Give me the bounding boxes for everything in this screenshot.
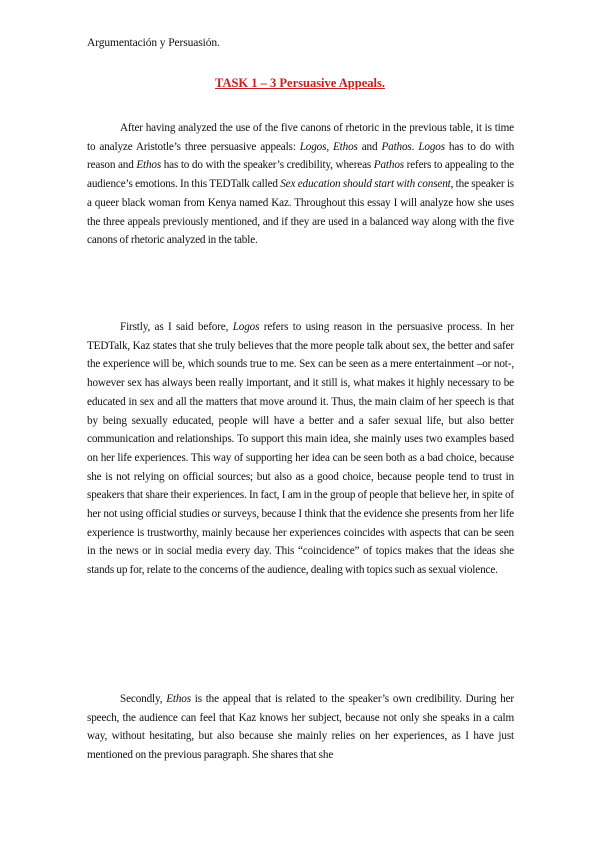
paragraph-ethos bbox=[87, 690, 514, 765]
paragraph-logos bbox=[87, 318, 514, 580]
text-run: , the speaker is a queer black woman from Kenya named Kaz. Throughout this essay I will analyze how she uses the three appeals previously mentioned, and if they are used in a balanced way along with the five canons of rhetoric analyzed in the table. bbox=[87, 178, 514, 247]
text-run: has to do with the speaker’s credibility, whereas bbox=[161, 159, 374, 172]
running-header: Argumentación y Persuasión. bbox=[87, 37, 220, 49]
term-pathos: Pathos bbox=[373, 159, 404, 172]
text-run: has to do with reason and bbox=[87, 140, 515, 172]
text-run: , bbox=[326, 140, 333, 153]
text-run: Secondly, bbox=[120, 693, 167, 705]
term-ethos: Ethos bbox=[332, 140, 358, 153]
text-run: . bbox=[411, 140, 419, 153]
term-ethos: Ethos bbox=[166, 693, 191, 705]
text-run: After having analyzed the use of the five canons of rhetoric in the previous table, it is time to analyze Aristotle’s three persuasive appeals: bbox=[87, 122, 514, 153]
text-run: is the appeal that is related to the speaker’s own credibility. During her speech, the audience can feel that Kaz knows her subject, because not only she speaks in a calm way, without hesitating, but also because she mainly relies on her experiences, as I have just mentioned on the previous paragraph. She shares that she bbox=[87, 693, 514, 762]
term-pathos: Pathos bbox=[381, 140, 412, 153]
text-run: and bbox=[357, 140, 382, 153]
term-logos: Logos bbox=[418, 140, 445, 153]
text-run: Firstly, as I said before, bbox=[120, 321, 233, 333]
paragraph-intro bbox=[87, 119, 514, 250]
talk-title: Sex education should start with consent bbox=[280, 178, 451, 191]
term-ethos: Ethos bbox=[136, 159, 162, 172]
term-logos: Logos bbox=[299, 140, 327, 153]
text-run: refers to using reason in the persuasive process. In her TEDTalk, Kaz states that she truly believes that the more people talk about sex, the better and safer the experience will be, which sounds true to me. Sex can be seen as a mere entertainment –or not-, however sex has always been really important, and it still is, what makes it highly necessary to be educated in sex and all the matters that move around it. Thus, the main claim of her speech is that by being sexually educated, people will have a better and a safer sexual life, but also better communication and relationships. To support this main idea, she mainly uses two examples based on her life experiences. This way of supporting her idea can be seen both as a bad choice, because she is not relying on official sources; but also as a good choice, because people tend to trust in speakers that share their experiences. In fact, I am in the group of people that believe her, in spite of her not using official studies or surveys, because I think that the evidence she presents from her life experience is trustworthy, mainly because her experiences coincides with aspects that can be seen in the news or in social media every day. This “coincidence” of topics makes that the ideas she stands up for, relate to the concerns of the audience, dealing with topics such as sexual violence. bbox=[87, 321, 514, 577]
text-run: refers to appealing to the audience’s emotions. In this TEDTalk called bbox=[87, 159, 514, 191]
task-title: TASK 1 – 3 Persuasive Appeals. bbox=[215, 76, 385, 90]
term-logos: Logos bbox=[232, 321, 260, 333]
